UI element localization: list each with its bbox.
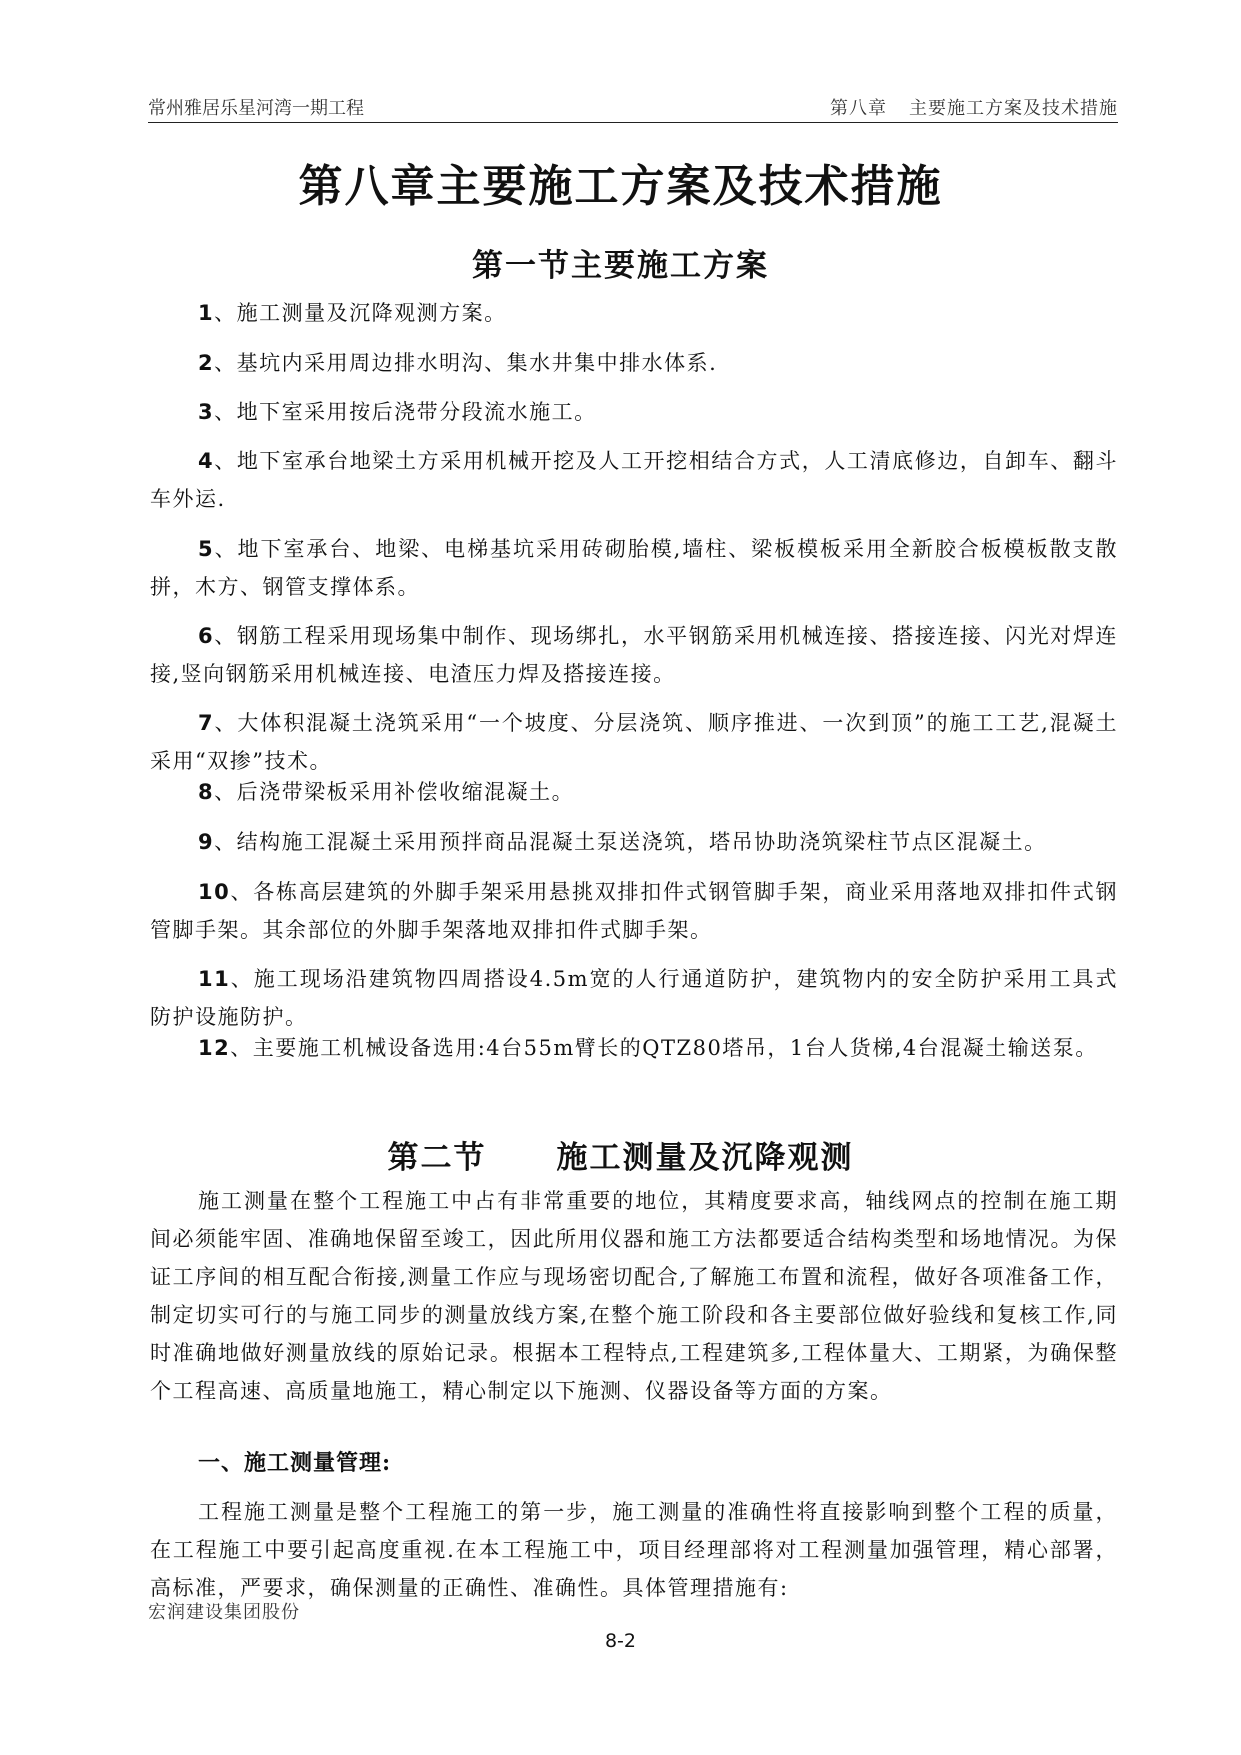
header-chapter-title: 主要施工方案及技术措施 [909,98,1118,119]
section2-title [0,1132,1241,1177]
page-header [148,92,1118,123]
header-project-name: 常州雅居乐星河湾一期工程 [148,98,364,119]
header-chapter [830,94,1118,120]
section2-title-text: 施工测量及沉降观测 [556,1140,854,1176]
section1-title: 第一节主要施工方案 [472,248,769,284]
list-item: 11、施工现场沿建筑物四周搭设4.5m宽的人行通道防护，建筑物内的安全防护采用工具式防护设施防护。 [150,967,1118,1029]
chapter-title: 第八章主要施工方案及技术措施 [298,161,943,212]
list-item: 12、主要施工机械设备选用:4台55m臂长的QTZ80塔吊，1台人货梯,4台混凝土输送泵。 [198,1036,1098,1060]
list-item: 4、地下室承台地梁土方采用机械开挖及人工开挖相结合方式，人工清底修边，自卸车、翻斗车外运. [150,449,1118,511]
list-item: 9、结构施工混凝土采用预拌商品混凝土泵送浇筑，塔吊协助浇筑梁柱节点区混凝土。 [198,830,1047,854]
subheading-survey-management: 一、施工测量管理: [198,1450,392,1476]
list-item: 8、后浇带梁板采用补偿收缩混凝土。 [198,780,575,804]
list-item: 5、地下室承台、地梁、电梯基坑采用砖砌胎模,墙柱、梁板模板采用全新胶合板模板散支散拼，木方、钢管支撑体系。 [150,537,1118,599]
footer-company: 宏润建设集团股份 [148,1602,300,1623]
section2-title-number: 第二节 [387,1140,487,1176]
header-chapter-number: 第八章 [830,98,887,119]
section2-intro: 施工测量在整个工程施工中占有非常重要的地位，其精度要求高，轴线网点的控制在施工期间必须能牢固、准确地保留至竣工，因此所用仪器和施工方法都要适合结构类型和场地情况。为保证工序间的相互配合衔接,测量工作应与现场密切配合,了解施工布置和流程，做好各项准备工作，制定切实可行的与施工同步的测量放线方案,在整个施工阶段和各主要部位做好验线和复核工作,同时准确地做好测量放线的原始记录。根据本工程特点,工程建筑多,工程体量大、工期紧，为确保整个工程高速、高质量地施工，精心制定以下施测、仪器设备等方面的方案。 [150,1189,1118,1403]
list-item: 6、钢筋工程采用现场集中制作、现场绑扎，水平钢筋采用机械连接、搭接连接、闪光对焊连接,竖向钢筋采用机械连接、电渣压力焊及搭接连接。 [150,624,1118,686]
list-item: 10、各栋高层建筑的外脚手架采用悬挑双排扣件式钢管脚手架，商业采用落地双排扣件式钢管脚手架。其余部位的外脚手架落地双排扣件式脚手架。 [150,880,1118,942]
page-number: 8-2 [604,1630,637,1652]
list-item: 1、施工测量及沉降观测方案。 [198,301,507,325]
list-item: 3、地下室采用按后浇带分段流水施工。 [198,400,597,424]
list-item: 2、基坑内采用周边排水明沟、集水井集中排水体系. [198,351,718,375]
list-item: 7、大体积混凝土浇筑采用“一个坡度、分层浇筑、顺序推进、一次到顶”的施工工艺,混凝土采用“双掺”技术。 [150,711,1118,773]
survey-management-para: 工程施工测量是整个工程施工的第一步，施工测量的准确性将直接影响到整个工程的质量，在工程施工中要引起高度重视.在本工程施工中，项目经理部将对工程测量加强管理，精心部署，高标准，严要求，确保测量的正确性、准确性。具体管理措施有: [150,1500,1118,1600]
